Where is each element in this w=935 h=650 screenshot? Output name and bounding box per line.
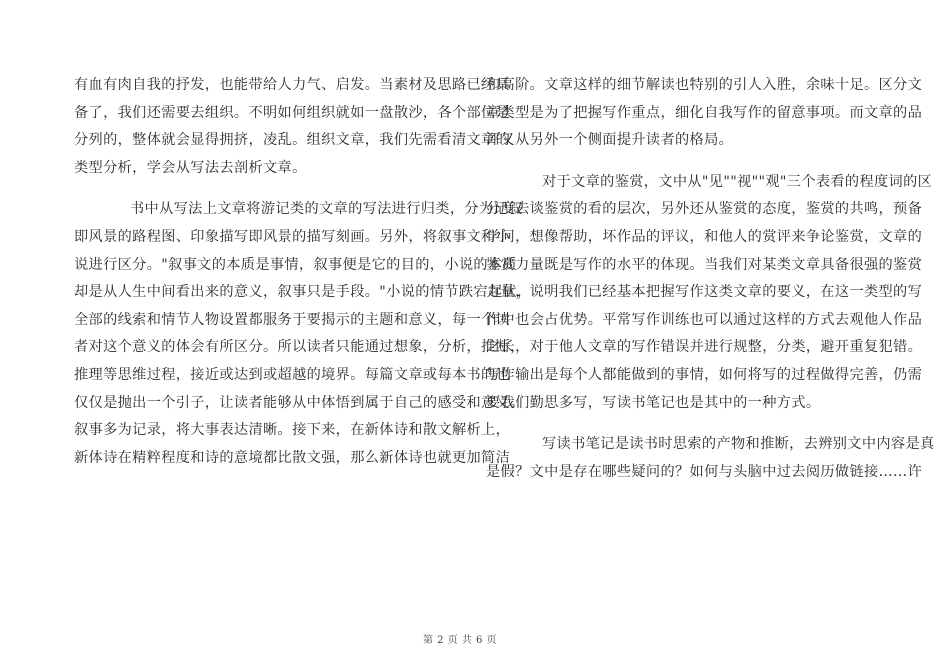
- text-line: 全部的线索和情节人物设置都服务于要揭示的主题和意义，每一个读: [74, 311, 511, 328]
- text-line: 有血有肉自我的抒发，也能带给人力气、启发。当素材及思路已经具: [74, 77, 511, 93]
- text-line: 却是从人生中间看出来的意义，叙事只是手段。"小说的情节跌宕起伏，: [74, 284, 532, 301]
- text-line: 评又从另外一个侧面提升读者的格局。: [486, 132, 734, 149]
- text-line: 之长，对于他人文章的写作错误并进行规整，分类，避开重复犯错。: [486, 339, 923, 356]
- text-line: 写作输出是每个人都能做到的事情，如何将写的过程做得完善，仍需: [486, 366, 923, 383]
- text-line: 备了，我们还需要去组织。不明如何组织就如一盘散沙，各个部位是: [74, 104, 511, 121]
- text-line: 作中也会占优势。平常写作训练也可以通过这样的方式去观他人作品: [486, 311, 923, 328]
- text-line: 鉴赏力量既是写作的水平的体现。当我们对某类文章具备很强的鉴赏: [486, 256, 923, 273]
- text-line: 和高阶。文章这样的细节解读也特别的引人入胜，余味十足。区分文: [486, 77, 923, 93]
- paragraph-first-line: 写读书笔记是读书时思索的产物和推断，去辨别文中内容是真: [542, 436, 935, 453]
- page-number-footer: 第 2 页 共 6 页: [422, 635, 498, 646]
- text-line: 学问，想像帮助，坏作品的评议，和他人的赏评来争论鉴赏，文章的: [486, 228, 923, 245]
- text-line: 力量，说明我们已经基本把握写作这类文章的要义，在这一类型的写: [486, 284, 923, 301]
- right-text-column: [486, 72, 935, 486]
- text-line: 者对这个意义的体会有所区分。所以读者只能通过想象，分析，推断，: [74, 339, 525, 356]
- paragraph-first-line: 书中从写法上文章将游记类的文章的写法进行归类，分为记叙: [130, 201, 523, 218]
- text-line: 是假？文中是存在哪些疑问的？如何与头脑中过去阅历做链接……许: [486, 463, 923, 480]
- text-line: 类型分析，学会从写法去剖析文章。: [74, 159, 307, 176]
- text-line: 新体诗在精粹程度和诗的意境都比散文强，那么新体诗也就更加简洁: [74, 449, 511, 466]
- text-line: 叙事多为记录，将大事表达清晰。接下来，在新体诗和散文解析上，: [74, 422, 511, 439]
- text-line: 即风景的路程图、印象描写即风景的描写刻画。另外，将叙事文和小: [74, 228, 511, 245]
- text-line: 仅仅是抛出一个引子，让读者能够从中体悟到属于自己的感受和意义。: [74, 394, 525, 411]
- text-line: 分列的，整体就会显得拥挤，凌乱。组织文章，我们先需看清文章的: [74, 132, 511, 149]
- left-text-column: [74, 72, 532, 472]
- text-line: 要我们勤思多写，写读书笔记也是其中的一种方式。: [486, 394, 821, 411]
- text-line: 章类型是为了把握写作重点，细化自我写作的留意事项。而文章的品: [486, 104, 923, 121]
- text-line: 分度去谈鉴赏的看的层次，另外还从鉴赏的态度，鉴赏的共鸣，预备: [486, 201, 923, 218]
- paragraph-first-line: 对于文章的鉴赏，文中从"见""视""观"三个表看的程度词的区: [542, 173, 933, 190]
- text-line: 说进行区分。"叙事文的本质是事情，叙事便是它的目的，小说的本质: [74, 256, 518, 273]
- text-line: 推理等思维过程，接近或达到或超越的境界。每篇文章或每本书的也: [74, 366, 511, 383]
